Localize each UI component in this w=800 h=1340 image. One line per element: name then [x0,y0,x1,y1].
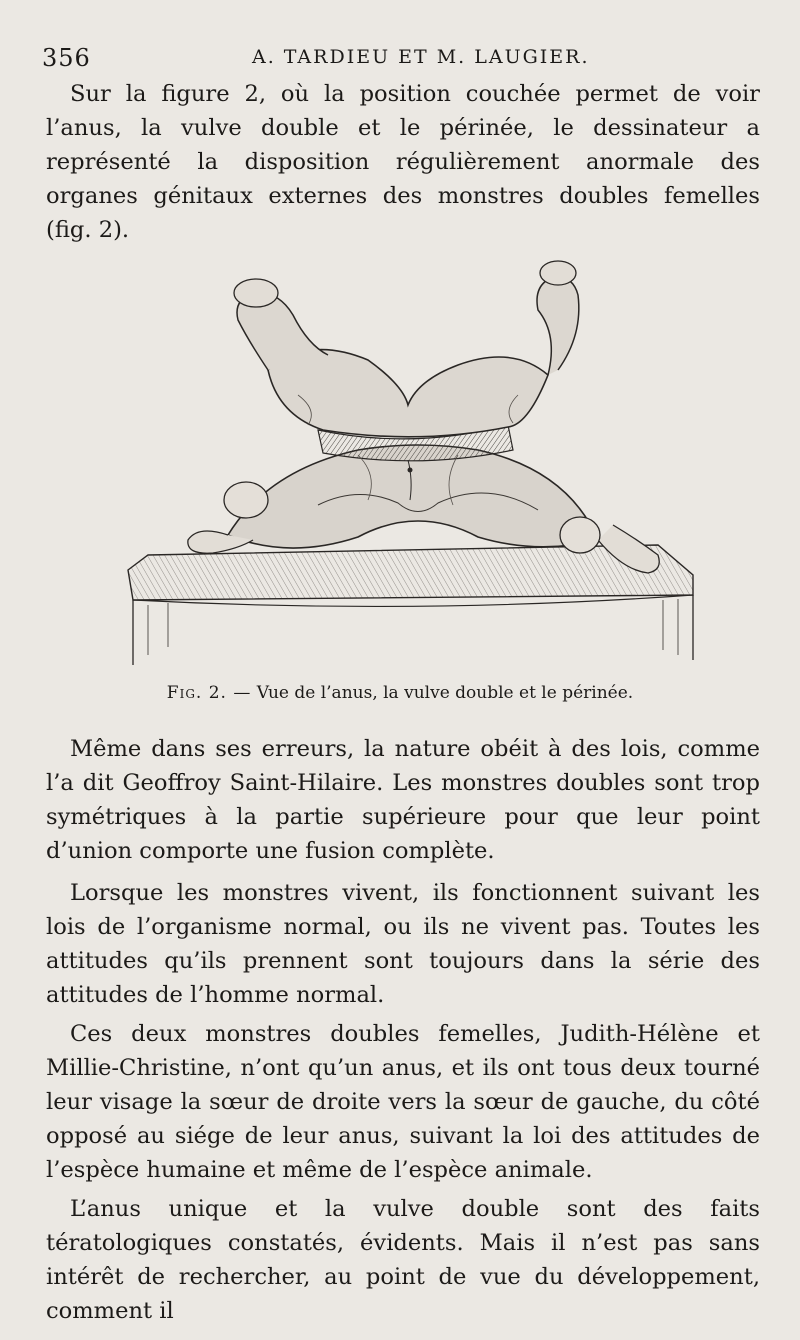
paragraph-2: Lorsque les monstres vivent, ils fonctionnent suivant les lois de l’organisme normal, ou ils ne vivent pas. Toutes les attitudes qu’ils prennent sont toujours dans la série des attitudes de l’homme normal. [46,880,760,1008]
figure-2-illustration [118,255,703,680]
figure-caption-label: Fig. 2. — [166,683,252,703]
page-number: 356 [42,44,91,72]
paragraph-3: Ces deux monstres doubles femelles, Judith-Hélène et Millie-Christine, n’ont qu’un anus, et ils ont tous deux tourné leur visage la sœur de droite vers la sœur de gauche, du côté opposé au siége de leur anus, suivant la loi des attitudes de l’espèce humaine et même de l’espèce animale. [46,1021,760,1183]
page-header [40,44,760,74]
paragraph-4: L’anus unique et la vulve double sont des faits tératologiques constatés, évidents. Mais il n’est pas sans intérêt de rechercher, au point de vue du développement, comment il [46,1196,760,1324]
figure-caption [40,681,760,705]
figure-caption-text: Vue de l’anus, la vulve double et le périnée. [256,683,634,703]
paragraph-1: Même dans ses erreurs, la nature obéit à des lois, comme l’a dit Geoffroy Saint-Hilaire. Les monstres doubles sont trop symétriques à la partie supérieure pour que leur point d’union comporte une fusion complète. [46,736,760,864]
intro-paragraph: Sur la figure 2, où la position couchée permet de voir l’anus, la vulve double et le périnée, le dessinateur a représenté la disposition régulièrement anormale des organes génitaux externes des monstres doubles femelles (fig. 2). [46,81,760,243]
intro-text-block [46,77,760,252]
engraving-illustration [118,255,703,680]
main-text-block [46,732,760,1333]
running-head: A. TARDIEU ET M. LAUGIER. [252,46,590,68]
